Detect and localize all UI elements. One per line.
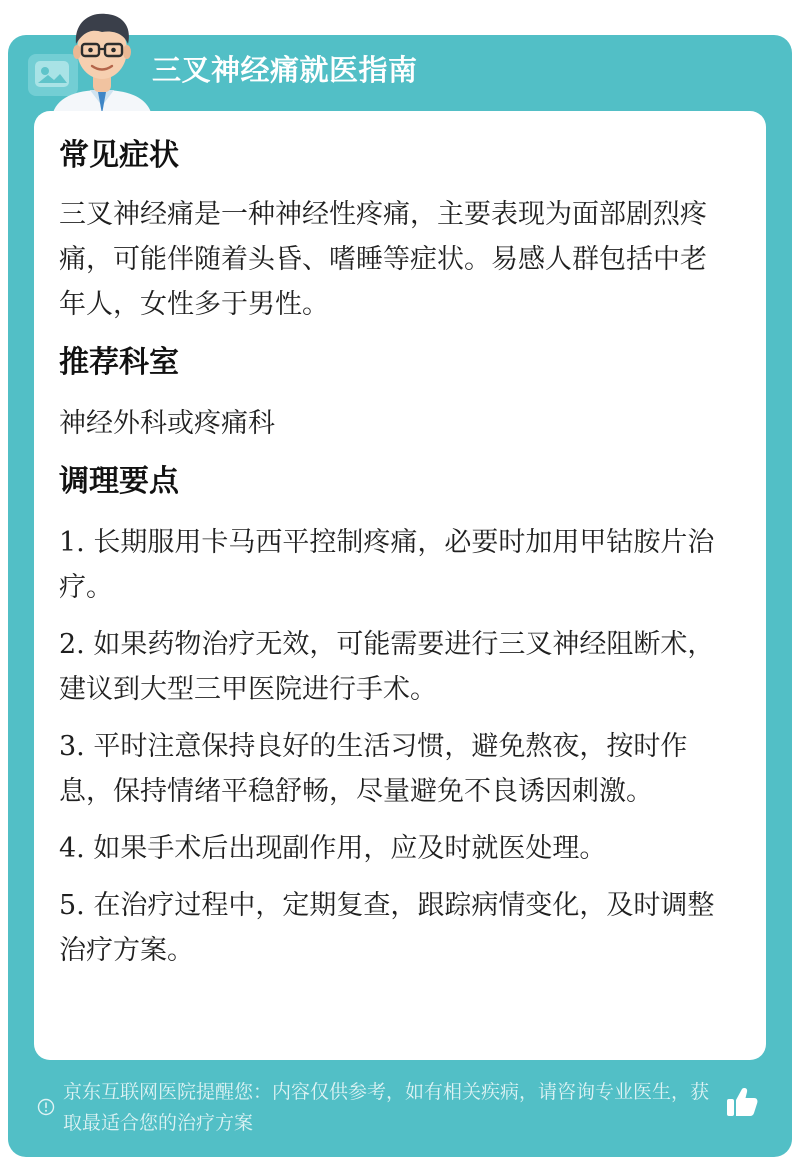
guide-content	[59, 130, 724, 973]
care-item-number: 3.	[59, 731, 85, 762]
care-item	[59, 520, 724, 610]
doctor-avatar-icon	[46, 6, 158, 116]
department-text: 神经外科或疼痛科	[59, 408, 275, 439]
info-icon	[37, 1098, 55, 1116]
symptoms-heading: 常见症状	[59, 138, 179, 173]
care-item-text: 在治疗过程中，定期复查，跟踪病情变化，及时调整治疗方案。	[59, 890, 715, 966]
thumbs-up-icon[interactable]	[724, 1084, 760, 1120]
care-item-number: 4.	[59, 833, 85, 864]
care-item	[59, 724, 724, 814]
care-item-number: 1.	[59, 527, 85, 558]
care-item-text: 如果药物治疗无效，可能需要进行三叉神经阻断术，建议到大型三甲医院进行手术。	[59, 629, 715, 705]
page-title: 三叉神经痛就医指南	[152, 53, 418, 87]
department-heading: 推荐科室	[59, 345, 179, 380]
care-item-number: 2.	[59, 629, 85, 660]
care-item	[59, 883, 724, 973]
care-item-text: 平时注意保持良好的生活习惯，避免熬夜，按时作息，保持情绪平稳舒畅，尽量避免不良诱因刺激。	[59, 731, 688, 807]
care-item-text: 如果手术后出现副作用，应及时就医处理。	[84, 833, 607, 864]
care-item	[59, 622, 724, 712]
care-item-text: 长期服用卡马西平控制疼痛，必要时加用甲钴胺片治疗。	[59, 527, 715, 603]
care-item-number: 5.	[59, 890, 85, 921]
care-list	[59, 520, 724, 973]
symptoms-text: 三叉神经痛是一种神经性疼痛，主要表现为面部剧烈疼痛，可能伴随着头昏、嗜睡等症状。易感人群包括中老年人，女性多于男性。	[59, 199, 707, 320]
care-heading: 调理要点	[59, 464, 179, 499]
disclaimer-text: 京东互联网医院提醒您：内容仅供参考，如有相关疾病，请咨询专业医生，获取最适合您的治疗方案	[63, 1081, 710, 1134]
care-item	[59, 826, 724, 871]
